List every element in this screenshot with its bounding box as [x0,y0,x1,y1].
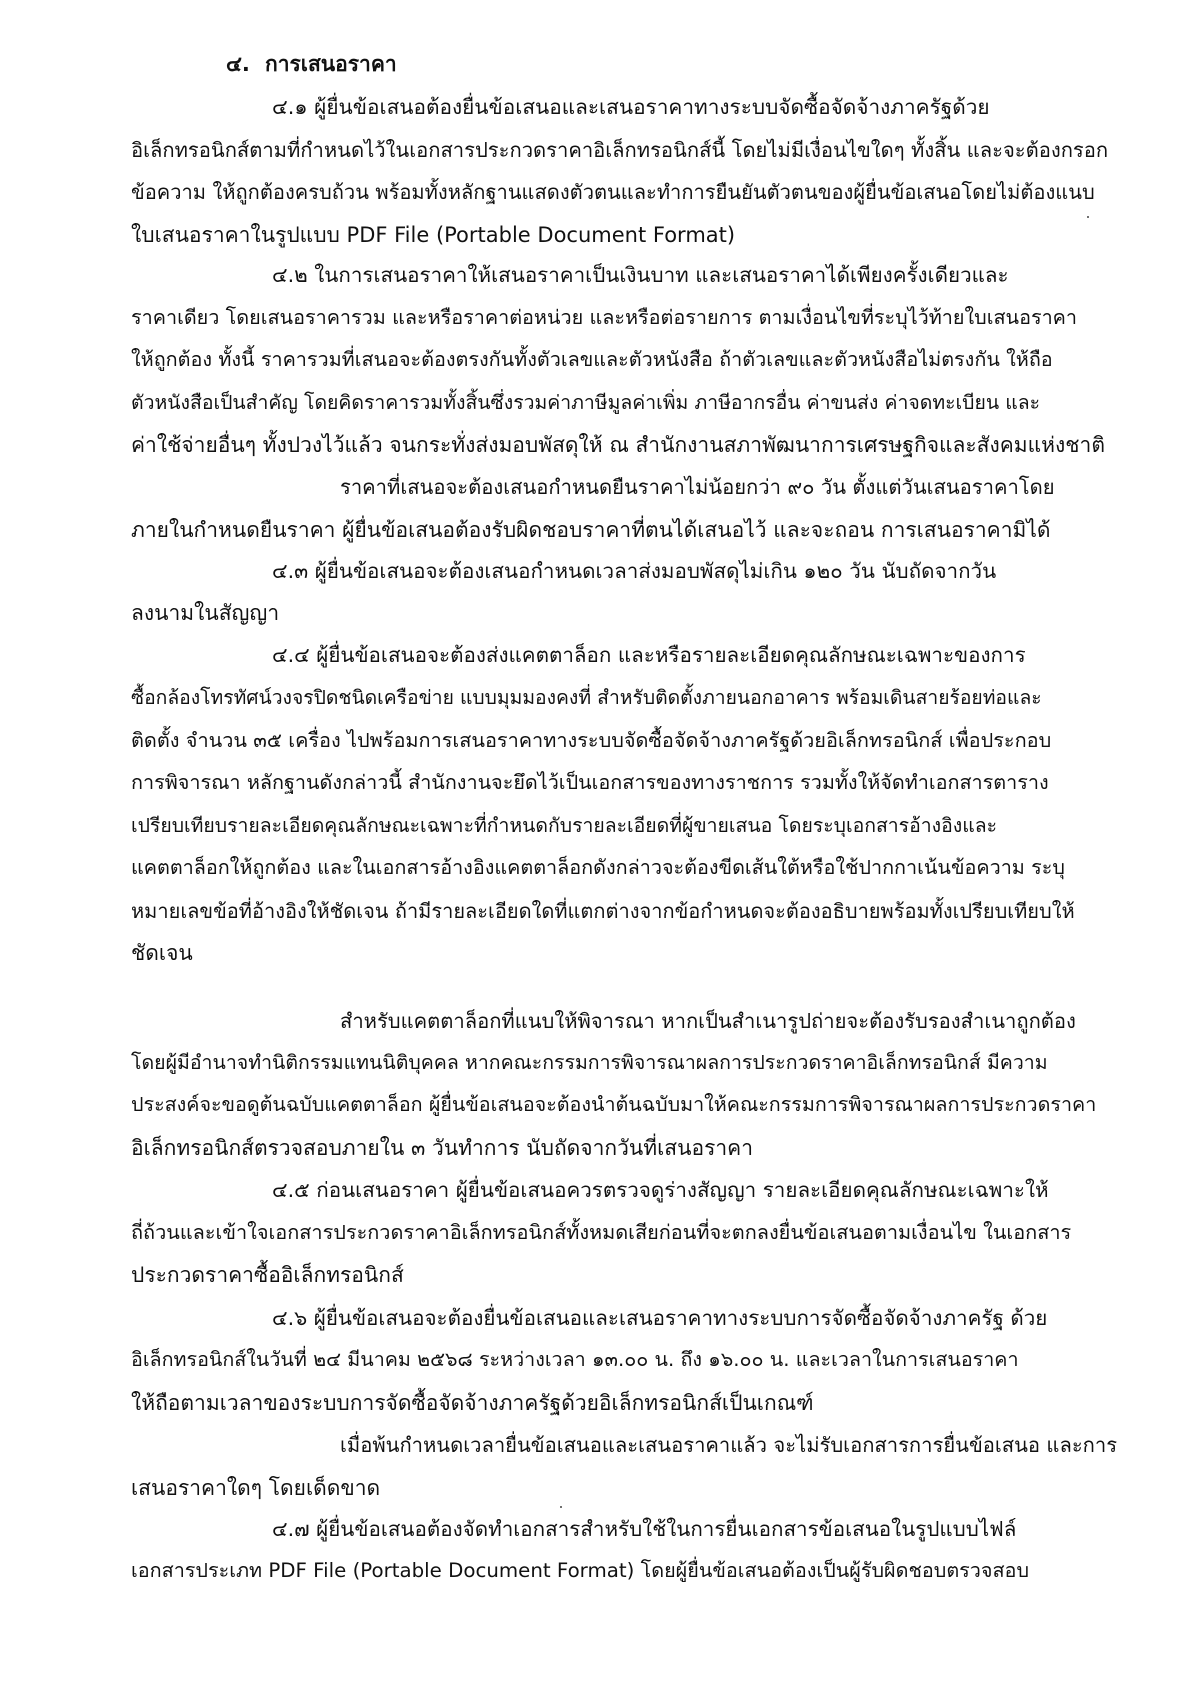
section-number: ๔. [226,52,250,76]
paragraph-line: ค่าใช้จ่ายอื่นๆ ทั้งปวงไว้แล้ว จนกระทั่งส่งมอบพัสดุให้ ณ สำนักงานสภาพัฒนาการเศรษฐกิจและสังคมแห่งชาติ [131,433,1105,457]
section-title: การเสนอราคา [265,52,397,76]
paragraph-line: ลงนามในสัญญา [131,601,280,625]
paragraph-line: ประสงค์จะขอดูต้นฉบับแคตตาล็อก ผู้ยื่นข้อเสนอจะต้องนำต้นฉบับมาให้คณะกรรมการพิจารณาผลการประกวดราคา [131,1093,1097,1116]
paragraph-line: ถี่ถ้วนและเข้าใจเอกสารประกวดราคาอิเล็กทรอนิกส์ทั้งหมดเสียก่อนที่จะตกลงยื่นข้อเสนอตามเงื่อนไข ในเอกสาร [131,1221,1072,1244]
paragraph-line: ให้ถือตามเวลาของระบบการจัดซื้อจัดจ้างภาครัฐด้วยอิเล็กทรอนิกส์เป็นเกณฑ์ [131,1391,814,1415]
paragraph-line: สำหรับแคตตาล็อกที่แนบให้พิจารณา หากเป็นสำเนารูปถ่ายจะต้องรับรองสำเนาถูกต้อง [340,1009,1076,1033]
paragraph-line: อิเล็กทรอนิกส์ตรวจสอบภายใน ๓ วันทำการ นับถัดจากวันที่เสนอราคา [131,1136,753,1160]
paragraph-line: ราคาเดียว โดยเสนอราคารวม และหรือราคาต่อหน่วย และหรือต่อรายการ ตามเงื่อนไขที่ระบุไว้ท้ายใบเสนอราคา [131,306,1078,329]
paragraph-line: อิเล็กทรอนิกส์ในวันที่ ๒๔ มีนาคม ๒๕๖๘ ระหว่างเวลา ๑๓.๐๐ น. ถึง ๑๖.๐๐ น. และเวลาในการเสนอราคา [131,1348,1019,1371]
paragraph-line: ชัดเจน [131,941,193,965]
paragraph-line: เอกสารประเภท PDF File (Portable Document Format) โดยผู้ยื่นข้อเสนอต้องเป็นผู้รับผิดชอบตรวจสอบ [131,1559,1029,1582]
paragraph-line: ราคาที่เสนอจะต้องเสนอกำหนดยืนราคาไม่น้อยกว่า ๙๐ วัน ตั้งแต่วันเสนอราคาโดย [340,475,1055,499]
paragraph-line: เมื่อพ้นกำหนดเวลายื่นข้อเสนอและเสนอราคาแล้ว จะไม่รับเอกสารการยื่นข้อเสนอ และการ [340,1433,1118,1457]
paragraph-line: ภายในกำหนดยืนราคา ผู้ยื่นข้อเสนอต้องรับผิดชอบราคาที่ตนได้เสนอไว้ และจะถอน การเสนอราคามิได้ [131,518,1051,542]
paragraph-line: การพิจารณา หลักฐานดังกล่าวนี้ สำนักงานจะยึดไว้เป็นเอกสารของทางราชการ รวมทั้งให้จัดทำเอกสารตาราง [131,771,1049,794]
paragraph-line: ๔.๕ ก่อนเสนอราคา ผู้ยื่นข้อเสนอควรตรวจดูร่างสัญญา รายละเอียดคุณลักษณะเฉพาะให้ [272,1178,1049,1202]
paragraph-line: ๔.๑ ผู้ยื่นข้อเสนอต้องยื่นข้อเสนอและเสนอราคาทางระบบจัดซื้อจัดจ้างภาครัฐด้วย [272,95,990,119]
paragraph-line: เปรียบเทียบรายละเอียดคุณลักษณะเฉพาะที่กำหนดกับรายละเอียดที่ผู้ขายเสนอ โดยระบุเอกสารอ้างอิงและ [131,814,998,837]
scan-speck [1087,216,1089,218]
paragraph-line: ๔.๓ ผู้ยื่นข้อเสนอจะต้องเสนอกำหนดเวลาส่งมอบพัสดุไม่เกิน ๑๒๐ วัน นับถัดจากวัน [272,559,997,583]
paragraph-line: ๔.๗ ผู้ยื่นข้อเสนอต้องจัดทำเอกสารสำหรับใช้ในการยื่นเอกสารข้อเสนอในรูปแบบไฟล์ [272,1517,1017,1541]
paragraph-line: ประกวดราคาซื้ออิเล็กทรอนิกส์ [131,1263,404,1287]
paragraph-line: ตัวหนังสือเป็นสำคัญ โดยคิดราคารวมทั้งสิ้นซึ่งรวมค่าภาษีมูลค่าเพิ่ม ภาษีอากรอื่น ค่าขนส่ง ค่าจดทะเบียน และ [131,391,1041,414]
paragraph-line: อิเล็กทรอนิกส์ตามที่กำหนดไว้ในเอกสารประกวดราคาอิเล็กทรอนิกส์นี้ โดยไม่มีเงื่อนไขใดๆ ทั้งสิ้น และจะต้องกรอก [131,138,1109,162]
paragraph-line: ๔.๔ ผู้ยื่นข้อเสนอจะต้องส่งแคตตาล็อก และหรือรายละเอียดคุณลักษณะเฉพาะของการ [272,643,1026,667]
paragraph-line: ติดตั้ง จำนวน ๓๕ เครื่อง ไปพร้อมการเสนอราคาทางระบบจัดซื้อจัดจ้างภาครัฐด้วยอิเล็กทรอนิกส์ เพื่อประกอบ [131,729,1052,752]
paragraph-line: ข้อความ ให้ถูกต้องครบถ้วน พร้อมทั้งหลักฐานแสดงตัวตนและทำการยืนยันตัวตนของผู้ยื่นข้อเสนอโดยไม่ต้องแนบ [131,180,1095,204]
paragraph-line: ๔.๖ ผู้ยื่นข้อเสนอจะต้องยื่นข้อเสนอและเสนอราคาทางระบบการจัดซื้อจัดจ้างภาครัฐ ด้วย [272,1306,1048,1330]
paragraph-line: แคตตาล็อกให้ถูกต้อง และในเอกสารอ้างอิงแคตตาล็อกดังกล่าวจะต้องขีดเส้นใต้หรือใช้ปากกาเน้นข้อความ ระบุ [131,856,1065,879]
paragraph-line: ๔.๒ ในการเสนอราคาให้เสนอราคาเป็นเงินบาท และเสนอราคาได้เพียงครั้งเดียวและ [272,263,1009,287]
paragraph-line: หมายเลขข้อที่อ้างอิงให้ชัดเจน ถ้ามีรายละเอียดใดที่แตกต่างจากข้อกำหนดจะต้องอธิบายพร้อมทั้งเปรียบเทียบให้ [131,899,1075,923]
paragraph-line: ใบเสนอราคาในรูปแบบ PDF File (Portable Document Format) [131,223,736,247]
paragraph-line: โดยผู้มีอำนาจทำนิติกรรมแทนนิติบุคคล หากคณะกรรมการพิจารณาผลการประกวดราคาอิเล็กทรอนิกส์ มีความ [131,1051,1048,1074]
paragraph-line: เสนอราคาใดๆ โดยเด็ดขาด [131,1476,381,1500]
scan-speck [560,1506,562,1508]
paragraph-line: ซื้อกล้องโทรทัศน์วงจรปิดชนิดเครือข่าย แบบมุมมองคงที่ สำหรับติดตั้งภายนอกอาคาร พร้อมเดินสายร้อยท่อและ [131,686,1042,709]
paragraph-line: ให้ถูกต้อง ทั้งนี้ ราคารวมที่เสนอจะต้องตรงกันทั้งตัวเลขและตัวหนังสือ ถ้าตัวเลขและตัวหนังสือไม่ตรงกัน ให้ถือ [131,348,1053,371]
